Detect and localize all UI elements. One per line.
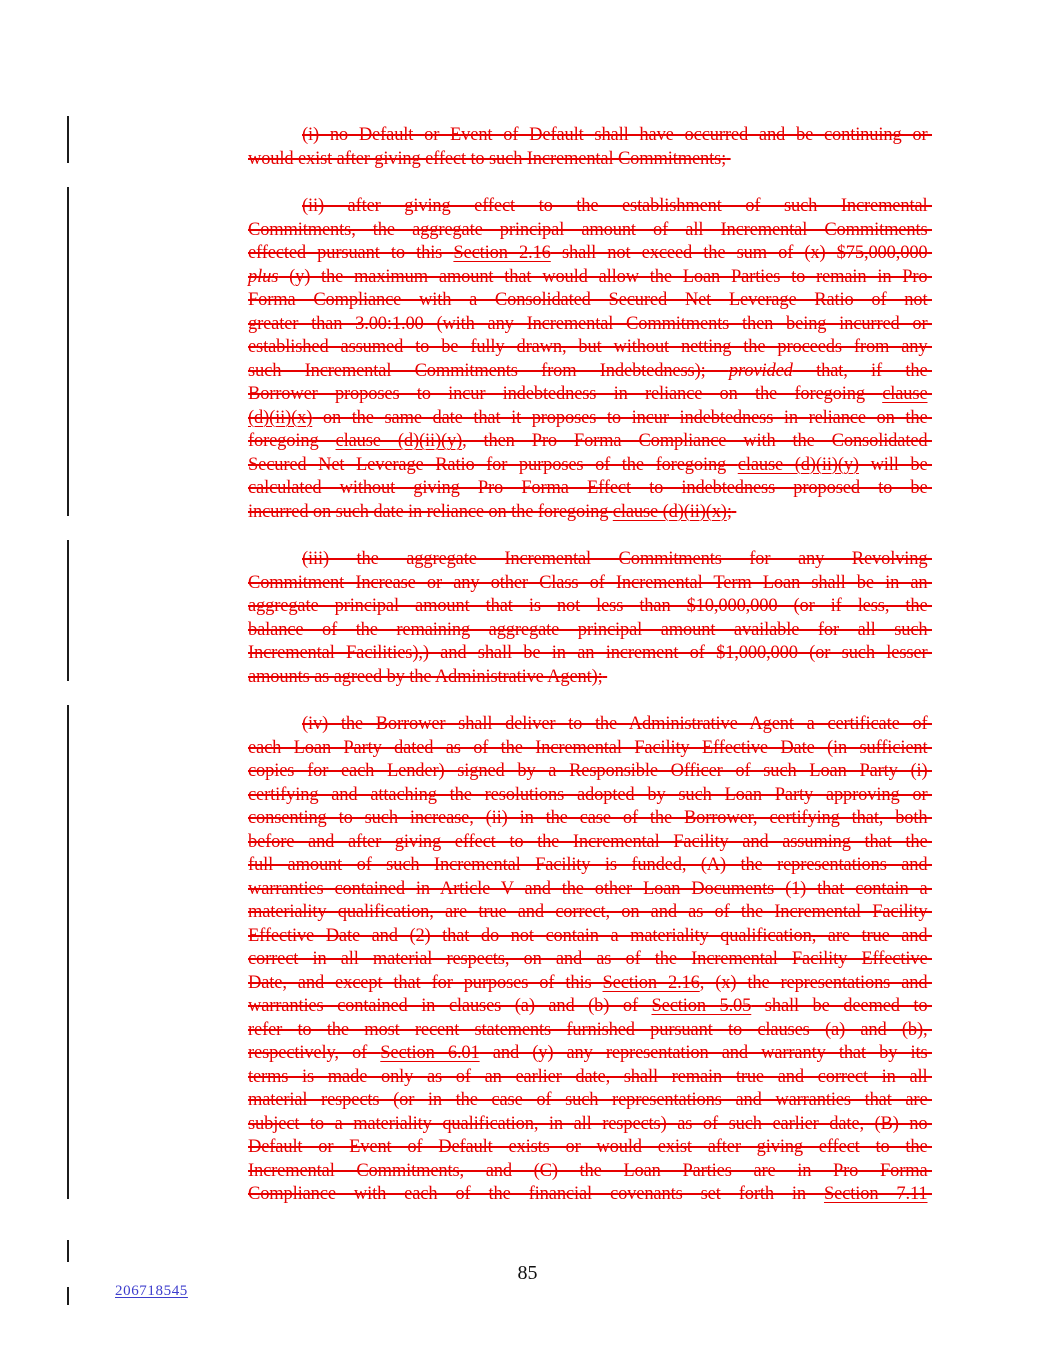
strikethrough-run bbox=[248, 1020, 932, 1040]
strikethrough-run bbox=[248, 738, 932, 758]
deleted-text-line bbox=[248, 642, 932, 666]
strikethrough-run bbox=[248, 996, 932, 1016]
page-number: 85 bbox=[517, 1262, 538, 1284]
cross-reference: Section 5.05 bbox=[651, 996, 752, 1016]
deleted-text-line bbox=[248, 430, 932, 454]
cross-reference: clause (d)(ii)(y) bbox=[335, 431, 463, 451]
deleted-text: materiality qualification, are true and correct, on and as of the Incremental Facility bbox=[248, 902, 928, 922]
deleted-text-line bbox=[248, 313, 932, 337]
strikethrough-run bbox=[302, 125, 932, 145]
deleted-text: shall be deemed to bbox=[751, 996, 928, 1016]
deleted-text: Commitments, the aggregate principal amount of all Incremental Commitments bbox=[248, 219, 928, 240]
strikethrough-run bbox=[248, 926, 932, 946]
deleted-text: Date, and except that for purposes of this bbox=[248, 972, 603, 993]
deleted-text-line bbox=[248, 972, 932, 996]
deleted-text: warranties contained in clauses (a) and (b) of bbox=[248, 996, 652, 1016]
deleted-text: (iii) the aggregate Incremental Commitments for any Revolving bbox=[302, 549, 928, 569]
strikethrough-run bbox=[248, 1090, 932, 1110]
strikethrough-run bbox=[248, 832, 932, 852]
deleted-text-line bbox=[248, 124, 932, 148]
deleted-text-line bbox=[248, 666, 932, 690]
deleted-text: foregoing bbox=[248, 431, 336, 451]
deleted-text-line bbox=[248, 289, 932, 313]
deleted-text-line bbox=[248, 784, 932, 808]
strikethrough-run bbox=[248, 785, 932, 805]
deleted-text-line bbox=[248, 477, 932, 501]
strikethrough-run bbox=[248, 149, 731, 169]
deleted-text: (y) the maximum amount that would allow the Loan Parties to remain in Pro bbox=[278, 266, 928, 287]
deleted-text-line bbox=[248, 760, 932, 784]
deleted-text: each Loan Party dated as of the Incremental Facility Effective Date (in sufficient bbox=[248, 737, 928, 758]
strikethrough-run bbox=[248, 573, 932, 593]
deleted-text: before and after giving effect to the Incremental Facility and assuming that the bbox=[248, 831, 928, 852]
change-bar-footer bbox=[67, 1240, 69, 1262]
deleted-text: effected pursuant to this bbox=[248, 243, 454, 263]
deleted-text: shall not exceed the sum of (x) $75,000,000 bbox=[550, 243, 928, 263]
strikethrough-run bbox=[248, 620, 932, 640]
cross-reference: Section 7.11 bbox=[823, 1184, 928, 1204]
deleted-text-line bbox=[248, 360, 932, 384]
deleted-text-line bbox=[248, 383, 932, 407]
cross-reference: (d)(ii)(x) bbox=[248, 407, 313, 428]
change-bar bbox=[67, 116, 69, 163]
deleted-text: incurred on such date in reliance on the foregoing bbox=[248, 501, 613, 522]
strikethrough-run bbox=[248, 879, 932, 899]
deleted-text-line bbox=[248, 1089, 932, 1113]
italic-term: provided bbox=[728, 360, 793, 381]
deleted-text: that, if the bbox=[792, 360, 928, 381]
strikethrough-run bbox=[248, 1043, 932, 1063]
strikethrough-run bbox=[302, 196, 932, 216]
deleted-text: such Incremental Commitments from Indebtedness); bbox=[248, 360, 729, 381]
deleted-text: Secured Net Leverage Ratio for purposes of the foregoing bbox=[248, 454, 738, 475]
deleted-text: ; bbox=[726, 501, 732, 522]
strikethrough-run bbox=[248, 290, 932, 310]
cross-reference: Section 6.01 bbox=[380, 1043, 480, 1063]
deleted-text-line bbox=[248, 548, 932, 572]
deleted-text: Commitment Increase or any other Class of Incremental Term Loan shall be in an bbox=[248, 572, 928, 593]
strikethrough-run bbox=[248, 902, 932, 922]
deleted-text: (i) no Default or Event of Default shall have occurred and be continuing or bbox=[302, 125, 928, 145]
deleted-text: Incremental Commitments, and (C) the Loan Parties are in Pro Forma bbox=[248, 1160, 928, 1181]
deleted-paragraph-i bbox=[248, 124, 932, 171]
deleted-text-line bbox=[248, 925, 932, 949]
change-bar bbox=[67, 540, 69, 681]
deleted-paragraph-ii bbox=[248, 195, 932, 524]
deleted-text: full amount of such Incremental Facility is funded, (A) the representations and bbox=[248, 855, 928, 875]
deleted-text-line bbox=[248, 195, 932, 219]
deleted-text: Effective Date and (2) that do not contain a materiality qualification, are true and bbox=[248, 925, 928, 946]
strikethrough-run bbox=[248, 808, 932, 828]
strikethrough-run bbox=[248, 1184, 932, 1204]
italic-term: plus bbox=[248, 266, 279, 287]
deleted-text-line bbox=[248, 619, 932, 643]
deleted-text: will be bbox=[858, 454, 928, 475]
strikethrough-run bbox=[248, 384, 932, 404]
deleted-text: Compliance with each of the financial covenants set forth in bbox=[248, 1184, 824, 1204]
deleted-text-line bbox=[248, 242, 932, 266]
deleted-text-line bbox=[248, 807, 932, 831]
strikethrough-run bbox=[248, 973, 932, 993]
strikethrough-run bbox=[248, 478, 932, 498]
strikethrough-run bbox=[248, 596, 932, 616]
deleted-text: and (y) any representation and warranty that by its bbox=[479, 1043, 928, 1063]
strikethrough-run bbox=[248, 1161, 932, 1181]
strikethrough-run bbox=[248, 1067, 932, 1087]
deleted-text: Borrower proposes to incur indebtedness in reliance on the foregoing bbox=[248, 384, 883, 404]
deleted-text-line bbox=[248, 148, 932, 172]
deleted-text-line bbox=[248, 737, 932, 761]
deleted-text-line bbox=[248, 1136, 932, 1160]
cross-reference: clause (d)(ii)(y) bbox=[737, 454, 859, 475]
deleted-text-line bbox=[248, 878, 932, 902]
page-body bbox=[248, 124, 932, 1231]
deleted-text: balance of the remaining aggregate principal amount available for all such bbox=[248, 619, 928, 640]
change-bar bbox=[67, 187, 69, 516]
deleted-text: correct in all material respects, on and as of the Incremental Facility Effective bbox=[248, 949, 928, 969]
cross-reference: clause (d)(ii)(x) bbox=[612, 501, 727, 522]
strikethrough-run bbox=[248, 502, 736, 522]
deleted-text-line bbox=[248, 1160, 932, 1184]
deleted-text: (ii) after giving effect to the establishment of such Incremental bbox=[302, 196, 928, 216]
deleted-text-line bbox=[248, 454, 932, 478]
deleted-text-line bbox=[248, 901, 932, 925]
change-bar bbox=[67, 705, 69, 1199]
deleted-text: certifying and attaching the resolutions adopted by such Loan Party approving or bbox=[248, 784, 928, 805]
strikethrough-run bbox=[248, 1114, 932, 1134]
strikethrough-run bbox=[302, 714, 932, 734]
strikethrough-run bbox=[248, 431, 932, 451]
deleted-text-line bbox=[248, 572, 932, 596]
strikethrough-run bbox=[248, 337, 932, 357]
deleted-text: subject to a materiality qualification, in all respects) as of such earlier date, (B) no bbox=[248, 1113, 928, 1134]
deleted-text: (iv) the Borrower shall deliver to the Administrative Agent a certificate of bbox=[302, 714, 928, 734]
deleted-paragraph-iii bbox=[248, 548, 932, 689]
deleted-text: material respects (or in the case of such representations and warranties that are bbox=[248, 1090, 928, 1110]
deleted-text: terms is made only as of an earlier date, shall remain true and correct in all bbox=[248, 1066, 928, 1087]
strikethrough-run bbox=[248, 220, 932, 240]
change-bar-footer bbox=[67, 1287, 69, 1305]
deleted-text: amounts as agreed by the Administrative Agent); bbox=[248, 666, 603, 687]
deleted-text: , then Pro Forma Compliance with the Consolidated bbox=[462, 431, 928, 451]
deleted-text: warranties contained in Article V and the other Loan Documents (1) that contain a bbox=[248, 878, 928, 899]
strikethrough-run bbox=[248, 667, 607, 687]
deleted-text-line bbox=[248, 266, 932, 290]
deleted-text-line bbox=[248, 713, 932, 737]
cross-reference: clause bbox=[882, 384, 928, 404]
strikethrough-run bbox=[302, 549, 932, 569]
strikethrough-run bbox=[248, 855, 932, 875]
deleted-text: would exist after giving effect to such Incremental Commitments; bbox=[248, 148, 727, 169]
deleted-text-line bbox=[248, 995, 932, 1019]
deleted-text-line bbox=[248, 948, 932, 972]
strikethrough-run bbox=[248, 408, 932, 428]
deleted-text-line bbox=[248, 854, 932, 878]
deleted-text: on the same date that it proposes to incur indebtedness in reliance on the bbox=[312, 407, 928, 428]
strikethrough-run bbox=[248, 455, 932, 475]
strikethrough-run bbox=[248, 949, 932, 969]
deleted-text: Default or Event of Default exists or would exist after giving effect to the bbox=[248, 1137, 928, 1157]
deleted-text: consenting to such increase, (ii) in the case of the Borrower, certifying that, both bbox=[248, 808, 928, 828]
strikethrough-run bbox=[248, 267, 932, 287]
strikethrough-run bbox=[248, 243, 932, 263]
deleted-text: refer to the most recent statements furnished pursuant to clauses (a) and (b), bbox=[248, 1019, 928, 1040]
deleted-text: established assumed to be fully drawn, but without netting the proceeds from any bbox=[248, 337, 928, 357]
deleted-text-line bbox=[248, 336, 932, 360]
deleted-text-line bbox=[248, 407, 932, 431]
deleted-text-line bbox=[248, 1066, 932, 1090]
deleted-text-line bbox=[248, 501, 932, 525]
deleted-text-line bbox=[248, 595, 932, 619]
deleted-text: calculated without giving Pro Forma Effect to indebtedness proposed to be bbox=[248, 478, 928, 498]
deleted-text: , (x) the representations and bbox=[699, 972, 928, 993]
deleted-text-line bbox=[248, 1019, 932, 1043]
strikethrough-run bbox=[248, 643, 932, 663]
strikethrough-run bbox=[248, 1137, 932, 1157]
deleted-text: greater than 3.00:1.00 (with any Incremental Commitments then being incurred or bbox=[248, 313, 928, 334]
deleted-text: Incremental Facilities),) and shall be in an increment of $1,000,000 (or such lesser bbox=[248, 643, 928, 663]
deleted-text-line bbox=[248, 831, 932, 855]
strikethrough-run bbox=[248, 761, 932, 781]
deleted-text: copies for each Lender) signed by a Responsible Officer of such Loan Party (i) bbox=[248, 761, 928, 781]
deleted-paragraph-iv bbox=[248, 713, 932, 1207]
deleted-text-line bbox=[248, 1113, 932, 1137]
strikethrough-run bbox=[248, 314, 932, 334]
cross-reference: Section 2.16 bbox=[453, 243, 551, 263]
doc-id-stamp: 206718545 bbox=[115, 1283, 188, 1299]
deleted-text: respectively, of bbox=[248, 1043, 381, 1063]
deleted-text-line bbox=[248, 1183, 932, 1207]
deleted-text-line bbox=[248, 219, 932, 243]
deleted-text: aggregate principal amount that is not less than $10,000,000 (or if less, the bbox=[248, 596, 928, 616]
deleted-text-line bbox=[248, 1042, 932, 1066]
cross-reference: Section 2.16 bbox=[602, 972, 700, 993]
strikethrough-run bbox=[248, 361, 932, 381]
deleted-text: Forma Compliance with a Consolidated Secured Net Leverage Ratio of not bbox=[248, 290, 928, 310]
